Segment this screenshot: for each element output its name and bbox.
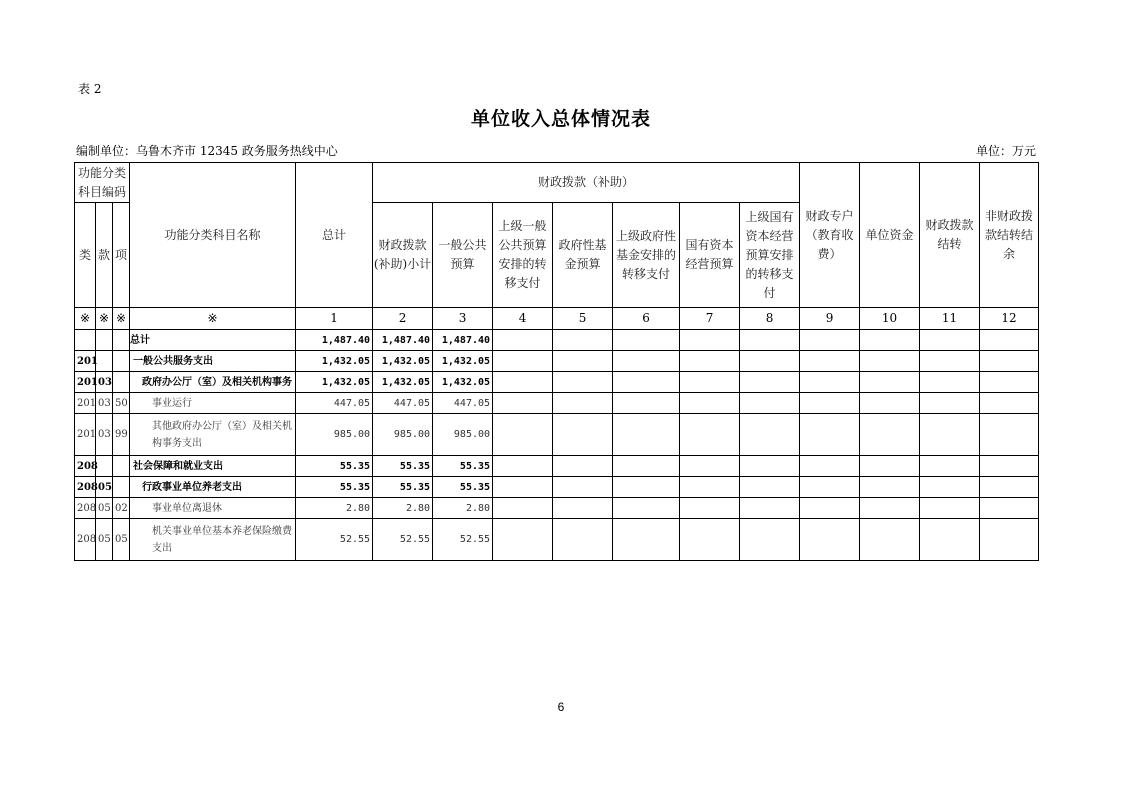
code-lei: 201 [75, 351, 96, 372]
empty-cell [920, 351, 980, 372]
value-fiscal-subtotal: 2.80 [373, 498, 433, 519]
empty-cell [553, 456, 613, 477]
empty-cell [980, 330, 1039, 351]
value-fiscal-subtotal: 985.00 [373, 414, 433, 456]
empty-cell [980, 372, 1039, 393]
income-summary-table [74, 162, 1039, 561]
empty-cell [553, 393, 613, 414]
item-name: 行政事业单位养老支出 [130, 477, 296, 498]
table-number: 表 2 [78, 82, 102, 96]
empty-cell [800, 372, 860, 393]
column-number-row [75, 308, 1039, 330]
compiling-unit: 编制单位：乌鲁木齐市 12345 政务服务热线中心 [76, 144, 338, 158]
empty-cell [493, 456, 553, 477]
empty-cell [740, 519, 800, 561]
value-general-budget: 55.35 [433, 456, 493, 477]
empty-cell [800, 477, 860, 498]
code-kuan [96, 330, 113, 351]
code-xiang [113, 330, 130, 351]
header-fiscal-group: 财政拨款（补助） [373, 163, 800, 203]
value-general-budget: 1,432.05 [433, 351, 493, 372]
empty-cell [920, 498, 980, 519]
value-general-budget: 2.80 [433, 498, 493, 519]
value-total: 1,432.05 [296, 372, 373, 393]
empty-cell [680, 519, 740, 561]
empty-cell [553, 477, 613, 498]
value-fiscal-subtotal: 1,432.05 [373, 372, 433, 393]
code-lei: 208 [75, 498, 96, 519]
empty-cell [493, 498, 553, 519]
currency-unit: 单位：万元 [975, 144, 1036, 158]
empty-cell [860, 519, 920, 561]
empty-cell [980, 498, 1039, 519]
code-kuan: 05 [96, 519, 113, 561]
empty-cell [613, 330, 680, 351]
empty-cell [860, 372, 920, 393]
item-name: 其他政府办公厅（室）及相关机构事务支出 [130, 414, 296, 456]
empty-cell [613, 456, 680, 477]
value-total: 55.35 [296, 456, 373, 477]
item-name: 社会保障和就业支出 [130, 456, 296, 477]
mark-cell: ※ [96, 308, 113, 330]
empty-cell [800, 414, 860, 456]
header-col6: 上级政府性基金安排的转移支付 [613, 203, 680, 308]
empty-cell [920, 456, 980, 477]
value-total: 52.55 [296, 519, 373, 561]
code-lei: 208 [75, 477, 96, 498]
col-number: 9 [800, 308, 860, 330]
table-body [75, 330, 1039, 561]
header-kuan: 款 [96, 203, 113, 308]
table-row [75, 477, 1039, 498]
empty-cell [613, 372, 680, 393]
empty-cell [493, 477, 553, 498]
value-general-budget: 55.35 [433, 477, 493, 498]
empty-cell [800, 498, 860, 519]
empty-cell [920, 414, 980, 456]
empty-cell [980, 456, 1039, 477]
empty-cell [800, 351, 860, 372]
header-col9: 财政专户（教育收费） [800, 163, 860, 308]
code-kuan: 03 [96, 372, 113, 393]
empty-cell [740, 372, 800, 393]
item-name: 政府办公厅（室）及相关机构事务 [130, 372, 296, 393]
empty-cell [613, 477, 680, 498]
table-row [75, 393, 1039, 414]
empty-cell [553, 330, 613, 351]
empty-cell [613, 498, 680, 519]
code-lei: 201 [75, 372, 96, 393]
empty-cell [920, 330, 980, 351]
table-row [75, 414, 1039, 456]
header-col11: 财政拨款结转 [920, 163, 980, 308]
empty-cell [553, 372, 613, 393]
empty-cell [980, 351, 1039, 372]
empty-cell [740, 393, 800, 414]
empty-cell [860, 456, 920, 477]
empty-cell [680, 498, 740, 519]
empty-cell [800, 393, 860, 414]
col-number: 5 [553, 308, 613, 330]
value-total: 985.00 [296, 414, 373, 456]
empty-cell [613, 414, 680, 456]
header-col12: 非财政拨款结转结余 [980, 163, 1039, 308]
empty-cell [493, 330, 553, 351]
empty-cell [680, 414, 740, 456]
header-col7: 国有资本经营预算 [680, 203, 740, 308]
header-func-code: 功能分类科目编码 [75, 163, 130, 203]
code-lei: 201 [75, 414, 96, 456]
col-number: 1 [296, 308, 373, 330]
value-general-budget: 52.55 [433, 519, 493, 561]
empty-cell [920, 477, 980, 498]
empty-cell [613, 393, 680, 414]
item-name: 总计 [130, 330, 296, 351]
header-col5: 政府性基金预算 [553, 203, 613, 308]
code-kuan [96, 351, 113, 372]
empty-cell [980, 393, 1039, 414]
table-row [75, 351, 1039, 372]
empty-cell [553, 351, 613, 372]
col-number: 12 [980, 308, 1039, 330]
col-number: 10 [860, 308, 920, 330]
code-kuan: 05 [96, 498, 113, 519]
header-col2: 财政拨款(补助)小计 [373, 203, 433, 308]
code-kuan: 05 [96, 477, 113, 498]
code-kuan: 03 [96, 393, 113, 414]
value-total: 447.05 [296, 393, 373, 414]
table-row [75, 498, 1039, 519]
table-row [75, 519, 1039, 561]
code-kuan: 03 [96, 414, 113, 456]
table-row [75, 456, 1039, 477]
empty-cell [860, 393, 920, 414]
value-total: 1,432.05 [296, 351, 373, 372]
empty-cell [800, 519, 860, 561]
empty-cell [740, 456, 800, 477]
header-col10: 单位资金 [860, 163, 920, 308]
mark-cell: ※ [113, 308, 130, 330]
code-xiang: 50 [113, 393, 130, 414]
header-col4: 上级一般公共预算安排的转移支付 [493, 203, 553, 308]
code-xiang: 05 [113, 519, 130, 561]
empty-cell [980, 414, 1039, 456]
col-number: 6 [613, 308, 680, 330]
empty-cell [680, 477, 740, 498]
value-fiscal-subtotal: 1,487.40 [373, 330, 433, 351]
empty-cell [680, 372, 740, 393]
empty-cell [920, 519, 980, 561]
empty-cell [493, 519, 553, 561]
empty-cell [860, 330, 920, 351]
col-number: 4 [493, 308, 553, 330]
empty-cell [553, 414, 613, 456]
empty-cell [613, 351, 680, 372]
code-xiang: 02 [113, 498, 130, 519]
item-name: 一般公共服务支出 [130, 351, 296, 372]
empty-cell [740, 498, 800, 519]
value-total: 1,487.40 [296, 330, 373, 351]
code-xiang [113, 351, 130, 372]
mark-cell: ※ [75, 308, 96, 330]
empty-cell [920, 372, 980, 393]
empty-cell [680, 393, 740, 414]
header-col3: 一般公共预算 [433, 203, 493, 308]
table-row [75, 330, 1039, 351]
value-general-budget: 1,432.05 [433, 372, 493, 393]
value-fiscal-subtotal: 52.55 [373, 519, 433, 561]
empty-cell [680, 456, 740, 477]
header-func-name: 功能分类科目名称 [130, 163, 296, 308]
header-lei: 类 [75, 203, 96, 308]
empty-cell [860, 477, 920, 498]
header-col8: 上级国有资本经营预算安排的转移支付 [740, 203, 800, 308]
value-total: 55.35 [296, 477, 373, 498]
empty-cell [493, 393, 553, 414]
empty-cell [920, 393, 980, 414]
empty-cell [740, 414, 800, 456]
page-number: 6 [557, 700, 565, 714]
col-number: 7 [680, 308, 740, 330]
code-lei: 208 [75, 456, 96, 477]
code-xiang [113, 477, 130, 498]
empty-cell [493, 414, 553, 456]
table-row [75, 372, 1039, 393]
empty-cell [860, 351, 920, 372]
empty-cell [860, 414, 920, 456]
empty-cell [800, 330, 860, 351]
value-general-budget: 447.05 [433, 393, 493, 414]
code-lei: 201 [75, 393, 96, 414]
empty-cell [980, 477, 1039, 498]
empty-cell [493, 372, 553, 393]
code-kuan [96, 456, 113, 477]
value-total: 2.80 [296, 498, 373, 519]
value-general-budget: 985.00 [433, 414, 493, 456]
value-general-budget: 1,487.40 [433, 330, 493, 351]
code-lei [75, 330, 96, 351]
col-number: 2 [373, 308, 433, 330]
empty-cell [680, 351, 740, 372]
empty-cell [800, 456, 860, 477]
col-number: 3 [433, 308, 493, 330]
empty-cell [680, 330, 740, 351]
item-name: 事业单位离退休 [130, 498, 296, 519]
mark-cell: ※ [130, 308, 296, 330]
value-fiscal-subtotal: 447.05 [373, 393, 433, 414]
header-xiang: 项 [113, 203, 130, 308]
code-xiang [113, 372, 130, 393]
empty-cell [553, 519, 613, 561]
item-name: 机关事业单位基本养老保险缴费支出 [130, 519, 296, 561]
item-name: 事业运行 [130, 393, 296, 414]
value-fiscal-subtotal: 1,432.05 [373, 351, 433, 372]
empty-cell [740, 477, 800, 498]
empty-cell [553, 498, 613, 519]
empty-cell [613, 519, 680, 561]
code-lei: 208 [75, 519, 96, 561]
empty-cell [740, 330, 800, 351]
col-number: 8 [740, 308, 800, 330]
value-fiscal-subtotal: 55.35 [373, 456, 433, 477]
code-xiang [113, 456, 130, 477]
empty-cell [493, 351, 553, 372]
page-title: 单位收入总体情况表 [470, 108, 651, 130]
empty-cell [860, 498, 920, 519]
empty-cell [980, 519, 1039, 561]
value-fiscal-subtotal: 55.35 [373, 477, 433, 498]
empty-cell [740, 351, 800, 372]
code-xiang: 99 [113, 414, 130, 456]
header-total: 总计 [296, 163, 373, 308]
col-number: 11 [920, 308, 980, 330]
